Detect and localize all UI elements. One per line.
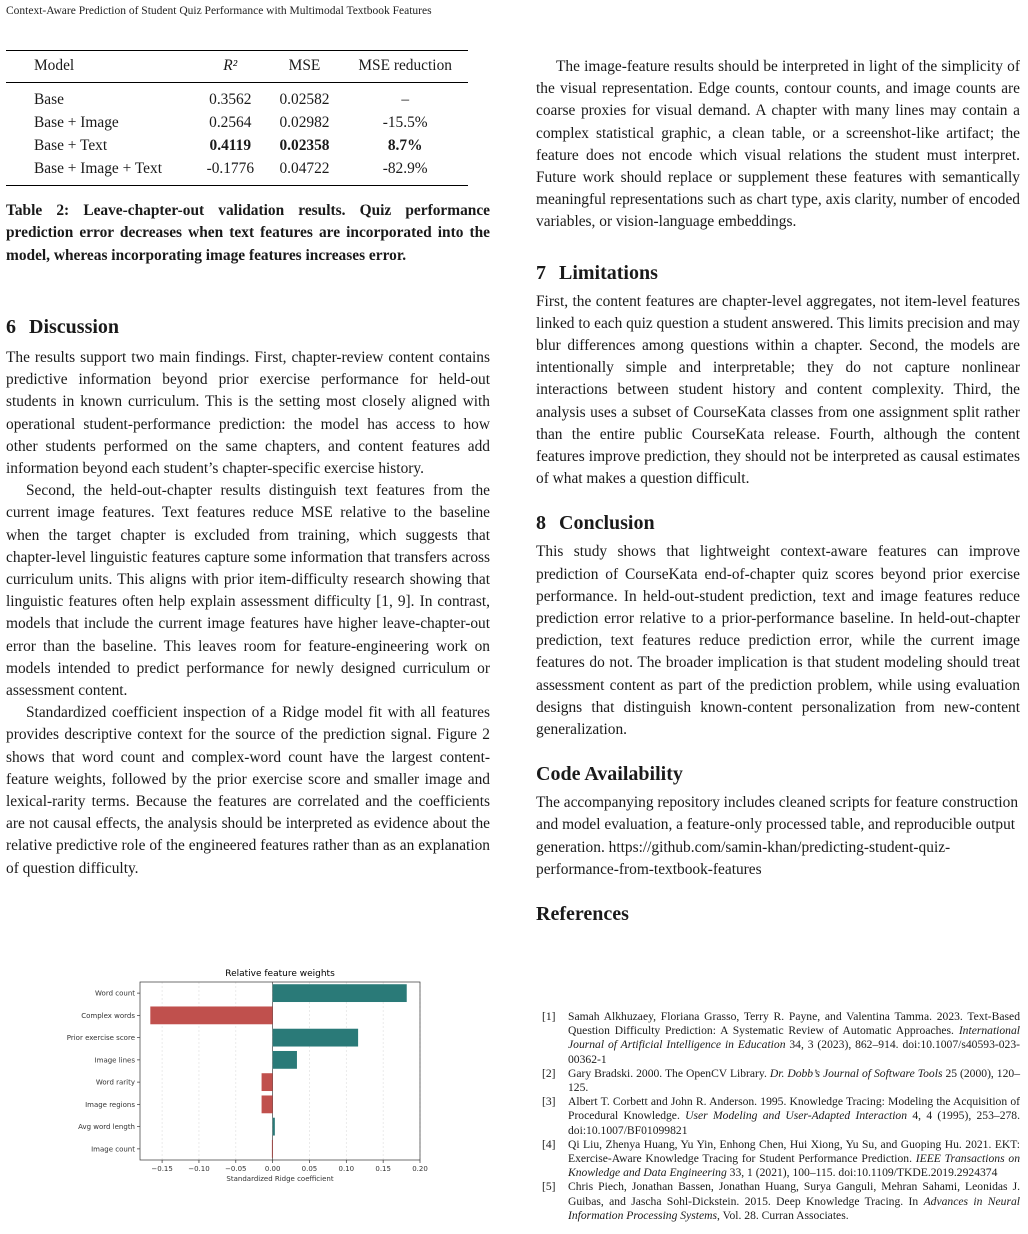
figure-relative-feature-weights — [20, 962, 460, 1212]
bar — [273, 984, 407, 1002]
bar — [273, 1029, 358, 1047]
col-header-mse-reduction: MSE reduction — [342, 51, 468, 83]
x-tick-label: −0.15 — [151, 1165, 173, 1173]
reference-number: [1] — [542, 1010, 556, 1023]
y-tick-label: Complex words — [81, 1011, 135, 1020]
reference-text: 25 (2000), 120–125. — [568, 1066, 1020, 1095]
x-axis-label: Standardized Ridge coefficient — [226, 1175, 334, 1183]
table-cell: -82.9% — [342, 157, 468, 186]
reference-text: , Vol. 28. Curran Associates. — [717, 1208, 849, 1222]
table-row — [6, 157, 468, 186]
section-number: 7 — [536, 261, 546, 284]
y-tick-label: Image regions — [85, 1100, 135, 1109]
paragraph: The accompanying repository includes cleaned scripts for feature construction and model evaluation, a feature-only processed table, and reproducible output generation. https://github.com/samin-khan/predicting-student-quiz-performance-from-textbook-features — [536, 794, 1019, 878]
paragraph: This study shows that lightweight context-aware features can improve prediction of CourseKata end-of-chapter quiz scores beyond prior exercise performance. In held-out-student prediction, text and image features reduce prediction error relative to a prior-performance baseline. In held-out-chapter prediction, text features reduce prediction error, while the current image features do not. The broader implication is that student modeling should treat assessment content as part of the prediction problem, while using evaluation designs that distinguish known-content personalization from new-content generalization. — [536, 543, 1020, 739]
table-header-row — [6, 51, 468, 83]
reference-venue: User Modeling and User-Adapted Interaction — [685, 1109, 908, 1123]
discussion-section — [6, 316, 490, 880]
table-row — [6, 111, 468, 134]
table-cell: -0.1776 — [194, 157, 267, 186]
reference-item — [536, 1095, 1020, 1138]
col-header-r2 — [194, 51, 267, 83]
paragraph: Second, the held-out-chapter results distinguish text features from the current image features. Text features reduce MSE relative to the baseline when the target chapter is excluded from training, which suggests that chapter-level linguistic features capture some information that transfers across curriculum units. This aligns with prior item-difficulty research showing that linguistic features often help explain assessment difficulty [1, 9]. In contrast, models that include the current image features have higher leave-chapter-out error than the baseline. This leaves room for feature-engineering work on models intended to predict performance for newly designed curriculum or assessment content. — [6, 482, 490, 700]
x-tick-label: 0.00 — [264, 1165, 281, 1173]
reference-venue: Advances in Neural Information Processing Systems — [568, 1194, 1020, 1222]
reference-text: Albert T. Corbett and John R. Anderson. 1995. Knowledge Tracing: Modeling the Acquisition of Procedural Knowledge. — [568, 1095, 1020, 1123]
table-row — [6, 83, 468, 112]
chart-title: Relative feature weights — [225, 969, 335, 979]
reference-venue: International Journal of Artificial Intelligence in Education — [568, 1024, 1020, 1052]
reference-text: Chris Piech, Jonathan Bassen, Jonathan Huang, Surya Ganguli, Mehran Sahami, Leonidas J. Guibas, and Jascha Sohl-Dickstein. 2015. Deep Knowledge Tracing. In — [568, 1180, 1020, 1208]
table-cell: 0.02582 — [279, 91, 330, 108]
bar-chart — [20, 962, 460, 1212]
reference-number: [3] — [542, 1095, 556, 1109]
table-cell: – — [401, 91, 410, 108]
y-tick-label: Avg word length — [78, 1123, 135, 1132]
table-cell: 0.4119 — [209, 137, 252, 154]
y-tick-label: Prior exercise score — [66, 1034, 135, 1043]
table-cell: Base + Text — [34, 137, 108, 154]
reference-text: 4, 4 (1995), 253–278. doi:10.1007/BF01099821 — [568, 1109, 1020, 1137]
reference-text: 33, 1 (2021), 100–115. doi:10.1109/TKDE.2019.2924374 — [726, 1166, 998, 1180]
reference-venue: IEEE Transactions on Knowledge and Data Engineering — [568, 1152, 1020, 1180]
y-tick-label: Word count — [95, 989, 135, 998]
table-cell: 8.7% — [387, 137, 423, 154]
table-cell: Base — [34, 91, 64, 108]
references-list — [536, 1010, 1020, 1223]
reference-text: Gary Bradski. 2000. The OpenCV Library. — [568, 1066, 770, 1080]
reference-number: [2] — [542, 1066, 556, 1080]
x-tick-label: 0.05 — [301, 1165, 318, 1173]
bar — [262, 1095, 273, 1113]
reference-text: Qi Liu, Zhenya Huang, Yu Yin, Enhong Chen, Hui Xiong, Yu Su, and Guoping Hu. 2021. EKT: Exercise-Aware Knowledge Tracing for Student Performance Prediction. — [568, 1137, 1020, 1166]
paragraph: The image-feature results should be interpreted in light of the simplicity of the visual representation. Edge counts, contour counts, and image counts are coarse proxies for visual demand. A chapter with many lines may contain a complex statistical graphic, a clean table, or a screenshot-like artifact; the feature does not encode which visual relations the student must interpret. Future work should replace or supplement these features with semantically meaningful representations such as chart type, axis clarity, number of encoded variables, or vision-language embeddings. — [536, 58, 1020, 231]
table-row — [6, 134, 468, 157]
right-column — [536, 56, 1020, 926]
paragraph: First, the content features are chapter-level aggregates, not item-level features linked to each quiz question a student answered. This limits precision and may blur differences among questions within a chapter. Second, the models are intentionally simple and interpretable; they do not capture nonlinear interactions between student history and content complexity. Third, the analysis uses a subset of CourseKata classes from one assignment split rather than the entire public CourseKata release. Fourth, although the content features improve prediction, they should not be interpreted as causal estimates of what makes a question difficult. — [536, 292, 1020, 488]
table-cell: 0.02982 — [279, 114, 330, 131]
reference-item — [536, 1010, 1020, 1067]
running-head: Context-Aware Prediction of Student Quiz Performance with Multimodal Textbook Features — [6, 5, 432, 17]
bar — [272, 1140, 273, 1158]
section-heading: Code Availability — [536, 763, 683, 786]
references-heading: References — [536, 903, 629, 926]
bar — [262, 1073, 273, 1091]
section-heading — [6, 316, 490, 339]
x-tick-label: 0.10 — [338, 1165, 355, 1173]
bar — [273, 1051, 297, 1069]
reference-text: Samah Alkhuzaey, Floriana Grasso, Terry R. Payne, and Valentina Tamma. 2023. Text-Based Question Difficulty Prediction: A Systematic Review of Automatic Approaches. — [568, 1010, 1020, 1038]
bar — [273, 1118, 275, 1136]
paragraph: The results support two main findings. First, chapter-review content contains predictive information beyond prior exercise performance for held-out students in known curriculum. This is the setting most closely aligned with operational student-performance prediction: the model has access to how other students performed on the same chapters, and content features add information beyond each student’s chapter-specific exercise history. — [6, 349, 490, 478]
y-tick-label: Image count — [91, 1145, 135, 1154]
table-cell: -15.5% — [382, 114, 428, 131]
section-number: 8 — [536, 512, 546, 535]
section-title: Discussion — [29, 316, 120, 338]
table-caption: Table 2: Leave-chapter-out validation results. Quiz performance prediction error decreases when text features are incorporated into the model, whereas incorporating image features increases error. — [6, 202, 490, 264]
table-cell: 0.2564 — [209, 114, 252, 131]
y-tick-label: Word rarity — [95, 1078, 135, 1087]
x-tick-label: 0.20 — [412, 1165, 428, 1173]
x-tick-label: −0.10 — [188, 1165, 210, 1173]
col-header-mse: MSE — [267, 51, 343, 83]
reference-item — [536, 1180, 1020, 1223]
table-cell: 0.02358 — [279, 137, 330, 154]
section-title: Limitations — [559, 261, 658, 284]
section-title: Conclusion — [559, 512, 655, 535]
section-number: 6 — [6, 316, 16, 338]
col-header-r2-text: R² — [223, 57, 238, 74]
section-heading — [536, 512, 1020, 535]
col-header-model: Model — [6, 51, 194, 83]
reference-item — [536, 1138, 1020, 1181]
paragraph: Standardized coefficient inspection of a Ridge model fit with all features provides descriptive context for the source of the prediction signal. Figure 2 shows that word count and complex-word count have the largest content-feature weights, followed by the prior exercise score and smaller image and lexical-rarity terms. Because the features are correlated and the coefficients are not causal effects, the analysis should be interpreted as evidence about the relative predictive role of the engineered features rather than as an explanation of question difficulty. — [6, 704, 490, 877]
y-tick-label: Image lines — [94, 1056, 135, 1065]
table-cell: 0.3562 — [209, 91, 252, 108]
x-tick-label: −0.05 — [225, 1165, 247, 1173]
reference-item — [536, 1067, 1020, 1095]
reference-text: 34, 3 (2023), 862–914. doi:10.1007/s40593-023-00362-1 — [568, 1038, 1020, 1066]
bar — [150, 1006, 272, 1024]
x-tick-label: 0.15 — [375, 1165, 391, 1173]
table-cell: Base + Image — [34, 114, 119, 131]
results-table — [6, 50, 468, 186]
section-heading — [536, 262, 1020, 285]
table-cell: 0.04722 — [267, 157, 343, 186]
table-cell: Base + Image + Text — [6, 157, 194, 186]
reference-number: [4] — [542, 1137, 556, 1151]
reference-number: [5] — [542, 1180, 556, 1194]
reference-venue: Dr. Dobb’s Journal of Software Tools — [769, 1066, 943, 1080]
